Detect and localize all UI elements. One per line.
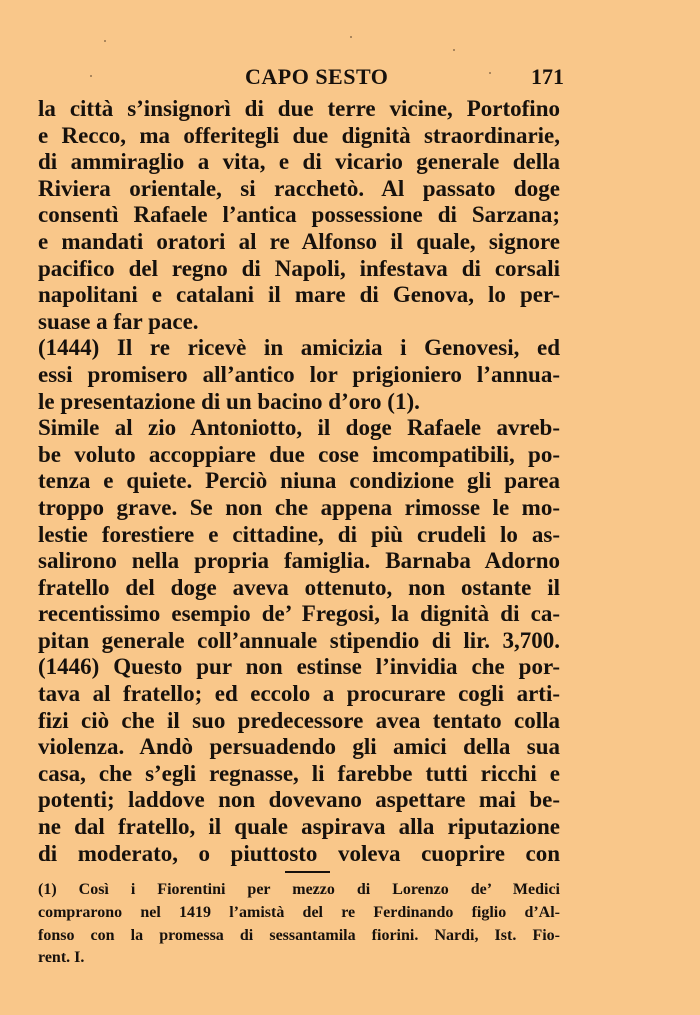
text-line: troppo grave. Se non che appena rimosse le mo-: [38, 494, 560, 520]
text-line: pacifico del regno di Napoli, infestava di corsali: [38, 255, 560, 281]
text-line: pitan generale coll’annuale stipendio di lir. 3,700.: [38, 627, 560, 653]
body-text: [38, 96, 560, 867]
text-line: tenza e quiete. Perciò niuna condizione gli parea: [38, 468, 560, 494]
text-line: le presentazione di un bacino d’oro (1).: [38, 388, 420, 414]
text-line: casa, che s’egli regnasse, li farebbe tutti ricchi e: [38, 760, 560, 786]
paper-speck: [90, 75, 92, 77]
text-line: tava al fratello; ed eccolo a procurare cogli arti-: [38, 681, 560, 707]
text-line: be voluto accoppiare due cose imcompatibili, po-: [38, 441, 560, 467]
text-line: Simile al zio Antoniotto, il doge Rafaele avreb-: [38, 415, 560, 441]
text-line: consentì Rafaele l’antica possessione di Sarzana;: [38, 202, 560, 228]
text-line: lestie forestiere e cittadine, di più crudeli lo as-: [38, 521, 560, 547]
text-line: (1444) Il re ricevè in amicizia i Genovesi, ed: [38, 335, 560, 361]
text-line: potenti; laddove non dovevano aspettare mai be-: [38, 787, 560, 813]
text-line: napolitani e catalani il mare di Genova, lo per-: [38, 282, 560, 308]
text-line: la città s’insignorì di due terre vicine, Portofino: [38, 96, 560, 121]
text-line: di moderato, o piuttosto voleva cuoprire con: [38, 840, 560, 866]
footnote-line: rent. I.: [38, 949, 85, 967]
paper-speck: [489, 72, 491, 74]
text-line: di ammiraglio a vita, e di vicario generale della: [38, 149, 560, 175]
running-title: CAPO SESTO: [245, 64, 389, 89]
footnotes: [38, 879, 560, 970]
text-line: e mandati oratori al re Alfonso il quale, signore: [38, 228, 560, 254]
paper-speck: [350, 36, 352, 38]
footnote-line: (1) Così i Fiorentini per mezzo di Lorenzo de’ Medici: [38, 881, 560, 898]
text-line: suase a far pace.: [38, 308, 199, 334]
paper-speck: [453, 49, 455, 51]
text-line: ne dal fratello, il quale aspirava alla riputazione: [38, 814, 560, 840]
running-head: [0, 64, 700, 94]
text-line: recentissimo esempio de’ Fregosi, la dignità di ca-: [38, 601, 560, 627]
text-line: violenza. Andò persuadendo gli amici della sua: [38, 734, 560, 760]
paper-speck: [104, 40, 106, 42]
text-line: fizi ciò che il suo predecessore avea tentato colla: [38, 707, 560, 733]
footnote-rule: [285, 871, 330, 873]
footnote-line: comprarono nel 1419 l’amistà del re Ferdinando figlio d’Al-: [38, 903, 560, 921]
text-line: essi promisero all’antico lor prigioniero l’annua-: [38, 361, 560, 387]
text-line: (1446) Questo pur non estinse l’invidia che por-: [38, 654, 560, 680]
page-number: 171: [531, 64, 564, 89]
text-line: fratello del doge aveva ottenuto, non ostante il: [38, 574, 560, 600]
text-line: Riviera orientale, si racchetò. Al passato doge: [38, 175, 560, 201]
footnote-line: fonso con la promessa di sessantamila fiorini. Nardi, Ist. Fio-: [38, 926, 560, 944]
text-line: salirono nella propria famiglia. Barnaba Adorno: [38, 548, 560, 574]
text-line: e Recco, ma offeritegli due dignità straordinarie,: [38, 122, 560, 148]
